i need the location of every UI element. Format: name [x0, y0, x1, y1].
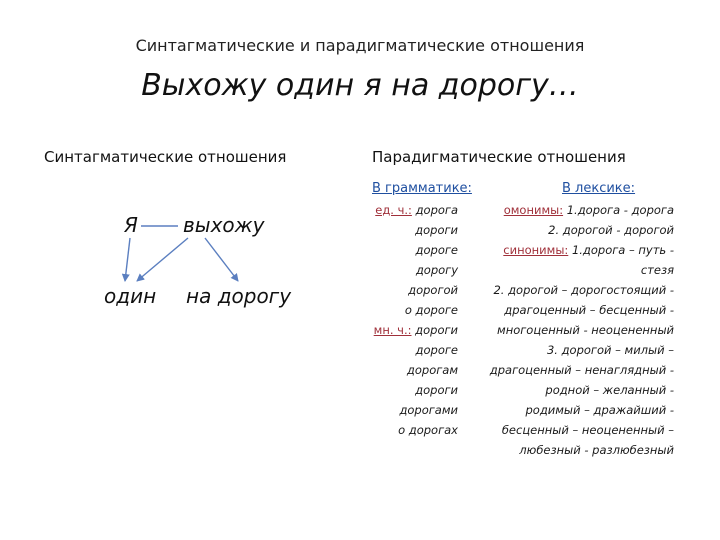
- grammar-line: ед. ч.: дорога: [375, 203, 458, 217]
- lexicon-line: 3. дорогой – милый –: [546, 343, 674, 357]
- lexicon-line: драгоценный – бесценный -: [504, 303, 674, 317]
- grammar-heading: В грамматике:: [372, 181, 472, 196]
- lexicon-line: синонимы: 1.дорога – путь -: [503, 243, 674, 257]
- grammar-line: дороги: [415, 383, 458, 397]
- homonyms-label: омонимы:: [503, 203, 564, 217]
- lexicon-line: омонимы: 1.дорога - дорога: [503, 203, 674, 217]
- lexicon-line: 2. дорогой - дорогой: [548, 223, 674, 237]
- singular-label: ед. ч.:: [375, 203, 412, 217]
- word-vyhozhu: выхожу: [183, 213, 265, 237]
- plural-label: мн. ч.:: [373, 323, 412, 337]
- grammar-line: дорогам: [406, 363, 458, 377]
- grammar-line: дороге: [415, 243, 458, 257]
- lexicon-line: родной – желанный -: [545, 383, 674, 397]
- grammar-line: дорогу: [415, 263, 458, 277]
- arrow-vyhozhu-odin: [137, 238, 188, 281]
- grammar-line: дороге: [415, 343, 458, 357]
- lexicon-line: родимый – дражайший -: [525, 403, 674, 417]
- grammar-line: дорогой: [408, 283, 458, 297]
- grammar-line: мн. ч.: дороги: [373, 323, 458, 337]
- slide-title: Выхожу один я на дорогу…: [141, 68, 579, 103]
- lexicon-heading: В лексике:: [562, 181, 636, 196]
- grammar-line: дорогами: [399, 403, 458, 417]
- grammar-line: дороги: [415, 223, 458, 237]
- word-ya: Я: [124, 213, 138, 237]
- word-na-dorogu: на дорогу: [186, 284, 292, 308]
- lexicon-line: многоценный - неоцененный: [497, 323, 674, 337]
- syntagmatic-heading: Синтагматические отношения: [44, 148, 287, 166]
- lexicon-line: бесценный – неоцененный –: [501, 423, 674, 437]
- paradigmatic-heading: Парадигматические отношения: [372, 148, 626, 166]
- synonyms-label: синонимы:: [503, 243, 569, 257]
- grammar-line: о дорогах: [398, 423, 458, 437]
- lexicon-line: 2. дорогой – дорогостоящий -: [493, 283, 674, 297]
- arrow-ya-odin: [125, 238, 130, 281]
- grammar-line: о дороге: [404, 303, 458, 317]
- lexicon-line: драгоценный – ненаглядный -: [489, 363, 674, 377]
- arrow-vyhozhu-nadorogu: [205, 238, 238, 281]
- slide-subtitle: Синтагматические и парадигматические отношения: [135, 36, 585, 55]
- word-odin: один: [104, 284, 157, 308]
- lexicon-line: стезя: [640, 263, 674, 277]
- lexicon-line: любезный - разлюбезный: [519, 443, 674, 457]
